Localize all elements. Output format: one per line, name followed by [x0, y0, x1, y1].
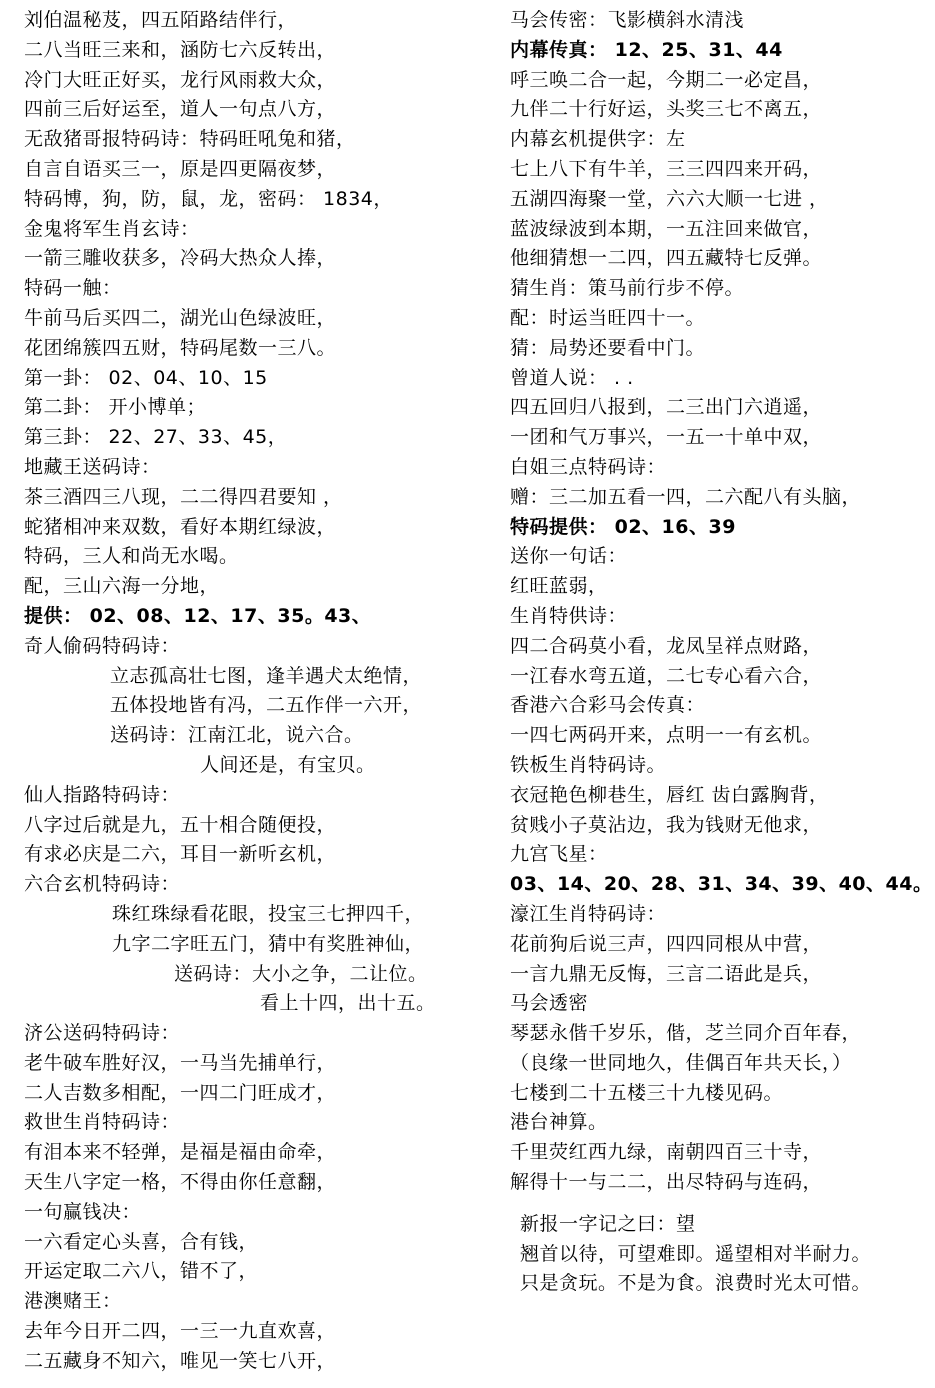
- newspaper-word-section: [510, 1210, 930, 1299]
- text-line: 千里荧红西九绿，南朝四百三十寺，: [510, 1141, 823, 1164]
- text-line: 濠江生肖特码诗：: [510, 902, 667, 925]
- text-line: 琴瑟永偕千岁乐，偕，芝兰同介百年春，: [510, 1022, 862, 1045]
- text-line: 奇人偷码特码诗：: [24, 634, 181, 657]
- text-line: 配，三山六海一分地，: [24, 575, 220, 598]
- text-line: 一团和气万事兴，一五一十单中双，: [510, 426, 823, 449]
- text-line: 一江春水弯五道，二七专心看六合，: [510, 664, 823, 687]
- text-line: 第二卦： 开小博单；: [24, 396, 207, 419]
- text-line: 去年今日开二四，一三一九直欢喜，: [24, 1320, 337, 1343]
- text-line: 四五回归八报到，二三出门六逍遥，: [510, 396, 823, 419]
- text-line: 内幕传真： 12、25、31、44: [510, 38, 783, 61]
- text-line: 有泪本来不轻弹，是福是福由命牵，: [24, 1141, 337, 1164]
- text-line: 五体投地皆有冯，二五作伴一六开，: [110, 694, 423, 717]
- right-main-text: [510, 6, 933, 1198]
- right-column: [510, 6, 933, 1299]
- text-line: 八字过后就是九，五十相合随便投，: [24, 813, 337, 836]
- text-line: 港澳赌王：: [24, 1290, 122, 1313]
- text-line: 看上十四，出十五。: [260, 992, 436, 1015]
- text-line: 第一卦： 02、04、10、15: [24, 366, 268, 389]
- text-line: 七上八下有牛羊，三三四四来开码，: [510, 157, 823, 180]
- text-line: 马会透密: [510, 992, 589, 1015]
- text-line: 地藏王送码诗：: [24, 455, 161, 478]
- text-line: 呼三唤二合一起，今期二一必定昌，: [510, 68, 823, 91]
- text-line: 特码提供： 02、16、39: [510, 515, 736, 538]
- text-line: 马会传密：飞影横斜水清浅: [510, 9, 745, 31]
- text-line: 曾道人说： . .: [510, 366, 634, 389]
- text-line: 仙人指路特码诗：: [24, 783, 181, 806]
- text-line: 送码诗：大小之争，二让位。: [174, 962, 428, 985]
- text-line: 铁板生肖特码诗。: [510, 753, 667, 776]
- text-line: 提供： 02、08、12、17、35。43、: [24, 604, 372, 627]
- text-line: 衣冠艳色柳巷生，唇红 齿白露胸背，: [510, 783, 829, 806]
- text-line: 特码博，狗，防，鼠，龙，密码： 1834，: [24, 187, 393, 210]
- text-line: 猜：局势还要看中门。: [510, 336, 706, 359]
- text-line: 蓝波绿波到本期，一五注回来做官，: [510, 217, 823, 240]
- text-line: 九字二字旺五门，猜中有奖胜神仙，: [112, 932, 425, 955]
- text-line: 他细猜想一二四，四五藏特七反弹。: [510, 247, 823, 270]
- text-line: 赠：三二加五看一四，二六配八有头脑，: [510, 485, 862, 508]
- text-line: 四前三后好运至，道人一句点八方，: [24, 98, 337, 121]
- text-line: 七楼到二十五楼三十九楼见码。: [510, 1081, 784, 1104]
- text-line: 济公送码特码诗：: [24, 1022, 181, 1045]
- text-line: （良缘一世同地久，佳偶百年共天长，）: [510, 1051, 852, 1074]
- text-line: 九宫飞星：: [510, 843, 608, 866]
- text-line: 一言九鼎无反悔，三言二语此是兵，: [510, 962, 823, 985]
- text-line: 一六看定心头喜，合有钱，: [24, 1230, 259, 1253]
- text-line: 金鬼将军生肖玄诗：: [24, 217, 200, 240]
- text-line: 无敌猪哥报特码诗：特码旺吼兔和猪，: [24, 128, 356, 151]
- text-line: 六合玄机特码诗：: [24, 873, 181, 896]
- text-line: 冷门大旺正好买，龙行风雨救大众，: [24, 68, 337, 91]
- text-line: 开运定取二六八，错不了，: [24, 1260, 259, 1283]
- text-line: 一箭三雕收获多，冷码大热众人捧，: [24, 247, 337, 270]
- text-line: 救世生肖特码诗：: [24, 1111, 181, 1134]
- text-line: 二八当旺三来和，涵防七六反转出，: [24, 38, 337, 61]
- text-line: 老牛破车胜好汉，一马当先捕单行，: [24, 1051, 337, 1074]
- text-line: 特码一触：: [24, 277, 122, 300]
- text-line: 03、14、20、28、31、34、39、40、44。: [510, 873, 933, 896]
- text-line: 天生八字定一格，不得由你任意翻，: [24, 1171, 337, 1194]
- text-line: 新报一字记之曰：望: [520, 1212, 696, 1235]
- text-line: 有求必庆是二六，耳目一新听玄机，: [24, 843, 337, 866]
- text-line: 茶三酒四三八现，二二得四君要知 ，: [24, 485, 343, 508]
- text-line: 一句赢钱决：: [24, 1200, 142, 1223]
- text-line: 翘首以待，可望难即。遥望相对半耐力。: [520, 1242, 872, 1265]
- text-line: 花前狗后说三声，四四同根从中营，: [510, 932, 823, 955]
- text-line: 内幕玄机提供字：左: [510, 128, 686, 151]
- text-line: 珠红珠绿看花眼，投宝三七押四千，: [112, 902, 425, 925]
- text-line: 立志孤高壮七图，逢羊遇犬太绝情，: [110, 664, 423, 687]
- text-line: 自言自语买三一，原是四更隔夜梦，: [24, 157, 337, 180]
- text-line: 猜生肖：策马前行步不停。: [510, 277, 745, 300]
- text-line: 人间还是，有宝贝。: [200, 753, 376, 776]
- text-line: 白姐三点特码诗：: [510, 455, 667, 478]
- text-line: 四二合码莫小看，龙凤呈祥点财路，: [510, 634, 823, 657]
- text-line: 红旺蓝弱，: [510, 575, 608, 598]
- text-line: 九伴二十行好运，头奖三七不离五，: [510, 98, 823, 121]
- text-line: 花团绵簇四五财，特码尾数一三八。: [24, 336, 337, 359]
- text-line: 配：时运当旺四十一。: [510, 306, 706, 329]
- text-line: 第三卦： 22、27、33、45，: [24, 426, 288, 449]
- text-line: 只是贪玩。不是为食。浪费时光太可惜。: [520, 1272, 872, 1295]
- text-line: 五湖四海聚一堂，六六大顺一七进 ，: [510, 187, 829, 210]
- text-line: 解得十一与二二，出尽特码与连码，: [510, 1171, 823, 1194]
- text-line: 刘伯温秘芨，四五陌路结伴行，: [24, 9, 298, 31]
- text-line: 港台神算。: [510, 1111, 608, 1134]
- text-line: 蛇猪相冲来双数，看好本期红绿波，: [24, 515, 337, 538]
- text-line: 一四七两码开来，点明一一有玄机。: [510, 724, 823, 747]
- text-line: 贫贱小子莫沾边，我为钱财无他求，: [510, 813, 823, 836]
- text-line: 特码，三人和尚无水喝。: [24, 545, 239, 568]
- text-line: 二五藏身不知六，唯见一笑七八开，: [24, 1349, 337, 1372]
- text-line: 生肖特供诗：: [510, 604, 628, 627]
- text-line: 送你一句话：: [510, 545, 628, 568]
- text-line: 牛前马后买四二，湖光山色绿波旺，: [24, 306, 337, 329]
- text-line: 送码诗：江南江北，说六合。: [110, 724, 364, 747]
- left-column: [24, 6, 484, 1377]
- text-line: 香港六合彩马会传真：: [510, 694, 706, 717]
- text-line: 二人吉数多相配，一四二门旺成才，: [24, 1081, 337, 1104]
